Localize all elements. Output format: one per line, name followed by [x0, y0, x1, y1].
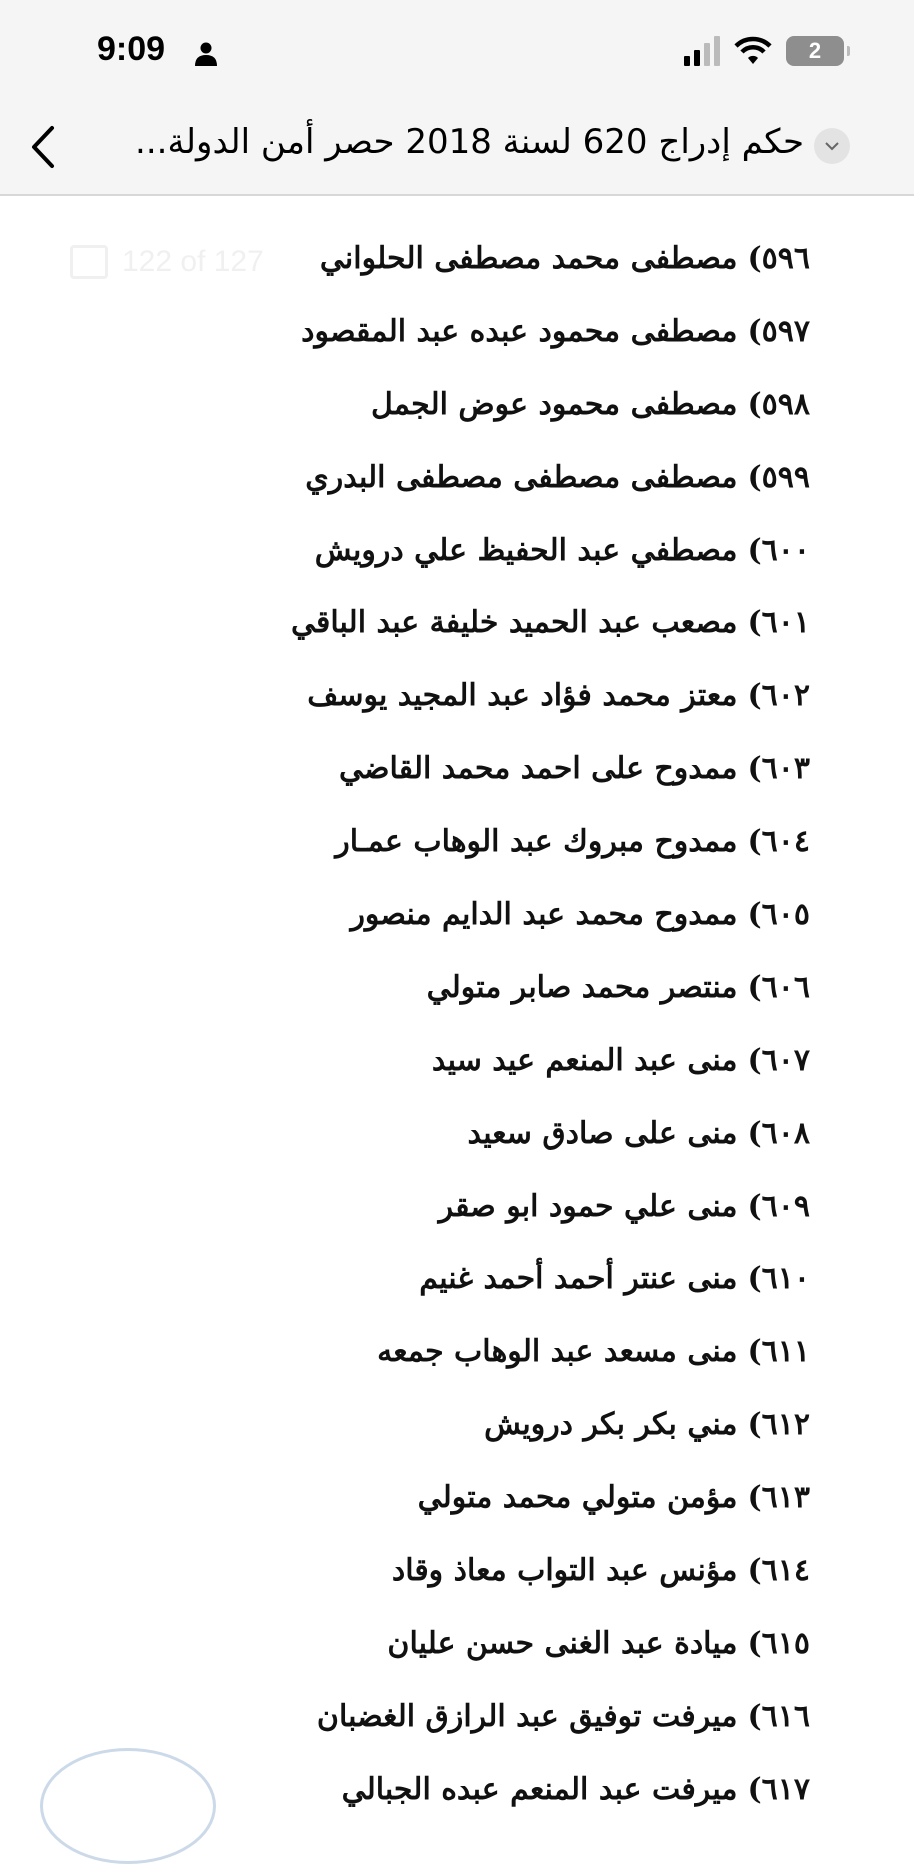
item-name: مصطفي عبد الحفيظ علي درويش: [314, 532, 738, 568]
names-list: [110, 222, 810, 1826]
item-name: مؤنس عبد التواب معاذ وقاد: [391, 1552, 738, 1588]
item-name: منى مسعد عبد الوهاب جمعه: [377, 1334, 738, 1370]
list-item: [110, 1388, 810, 1461]
item-name: منتصر محمد صابر متولي: [426, 969, 738, 1005]
list-item: [110, 732, 810, 805]
item-name: مصطفى محمد مصطفى الحلواني: [319, 240, 738, 276]
item-number: ٦١٦): [747, 1698, 810, 1734]
item-number: ٦١٣): [747, 1480, 810, 1516]
item-name: مني بكر بكر درويش: [484, 1407, 738, 1443]
item-name: مصطفى مصطفى مصطفى البدري: [305, 459, 738, 495]
item-number: ٦٠٦): [747, 969, 810, 1005]
item-name: مؤمن متولي محمد متولي: [417, 1480, 738, 1516]
list-item: [110, 1024, 810, 1097]
list-item: [110, 368, 810, 441]
list-item: [110, 1461, 810, 1534]
item-name: منى علي حمود ابو صقر: [438, 1188, 738, 1224]
battery-icon: 2: [786, 36, 844, 66]
page-count: 122 of 127: [122, 245, 264, 278]
item-number: ٦٠٨): [747, 1115, 810, 1151]
item-name: ميرفت عبد المنعم عبده الجبالي: [341, 1771, 738, 1807]
item-name: معتز محمد فؤاد عبد المجيد يوسف: [307, 678, 738, 714]
item-number: ٦٠٢): [747, 678, 810, 714]
item-number: ٦٠١): [747, 605, 810, 641]
list-item: [110, 514, 810, 587]
chevron-down-icon: [824, 141, 840, 151]
item-name: ميرفت توفيق عبد الرازق الغضبان: [316, 1698, 738, 1734]
item-number: ٥٩٨): [747, 386, 810, 422]
list-item: [110, 659, 810, 732]
item-number: ٦١٤): [747, 1552, 810, 1588]
list-item: [110, 1680, 810, 1753]
item-number: ٥٩٦): [747, 240, 810, 276]
item-number: ٦١٥): [747, 1625, 810, 1661]
item-name: ميادة عبد الغنى حسن عليان: [387, 1625, 738, 1661]
list-item: [110, 1170, 810, 1243]
item-name: مصعب عبد الحميد خليفة عبد الباقي: [291, 605, 738, 641]
list-item: [110, 1097, 810, 1170]
list-item: [110, 805, 810, 878]
item-number: ٦١٧): [747, 1771, 810, 1807]
item-name: منى عنتر أحمد أحمد غنيم: [419, 1261, 738, 1297]
item-number: ٦٠٩): [747, 1188, 810, 1224]
back-button[interactable]: [22, 122, 62, 172]
item-number: ٦٠٧): [747, 1042, 810, 1078]
item-name: ممدوح مبروك عبد الوهاب عمـار: [335, 824, 738, 860]
item-number: ٦٠٣): [747, 751, 810, 787]
list-item: [110, 878, 810, 951]
item-number: ٦١٠): [747, 1261, 810, 1297]
item-number: ٦١٢): [747, 1407, 810, 1443]
status-icons: [684, 36, 844, 66]
top-bar: [0, 0, 914, 196]
list-item: [110, 222, 810, 295]
person-icon: [195, 42, 217, 66]
item-name: منى عبد المنعم عيد سيد: [431, 1042, 738, 1078]
item-name: مصطفى محمود عوض الجمل: [371, 386, 738, 422]
item-name: منى على صادق سعيد: [467, 1115, 738, 1151]
document-title: حكم إدراج 620 لسنة 2018 حصر أمن الدولة...: [135, 122, 804, 162]
list-item: [110, 951, 810, 1024]
status-time: 9:09: [97, 30, 166, 68]
list-item: [110, 1534, 810, 1607]
wifi-icon: [734, 36, 772, 66]
book-icon: [70, 245, 108, 279]
list-item: [110, 586, 810, 659]
item-number: ٦١١): [747, 1334, 810, 1370]
list-item: [110, 1242, 810, 1315]
title-menu-button[interactable]: [814, 128, 850, 164]
list-item: [110, 1315, 810, 1388]
item-number: ٦٠٠): [747, 532, 810, 568]
item-name: ممدوح على احمد محمد القاضي: [339, 751, 738, 787]
item-number: ٦٠٤): [747, 824, 810, 860]
cellular-signal-icon: [684, 36, 720, 66]
item-number: ٥٩٩): [747, 459, 810, 495]
list-item: [110, 295, 810, 368]
item-name: مصطفى محمود عبده عبد المقصود: [301, 313, 738, 349]
item-number: ٦٠٥): [747, 896, 810, 932]
item-number: ٥٩٧): [747, 313, 810, 349]
item-name: ممدوح محمد عبد الدايم منصور: [350, 896, 738, 932]
seal-stamp: [40, 1748, 216, 1864]
list-item: [110, 1607, 810, 1680]
list-item: [110, 441, 810, 514]
